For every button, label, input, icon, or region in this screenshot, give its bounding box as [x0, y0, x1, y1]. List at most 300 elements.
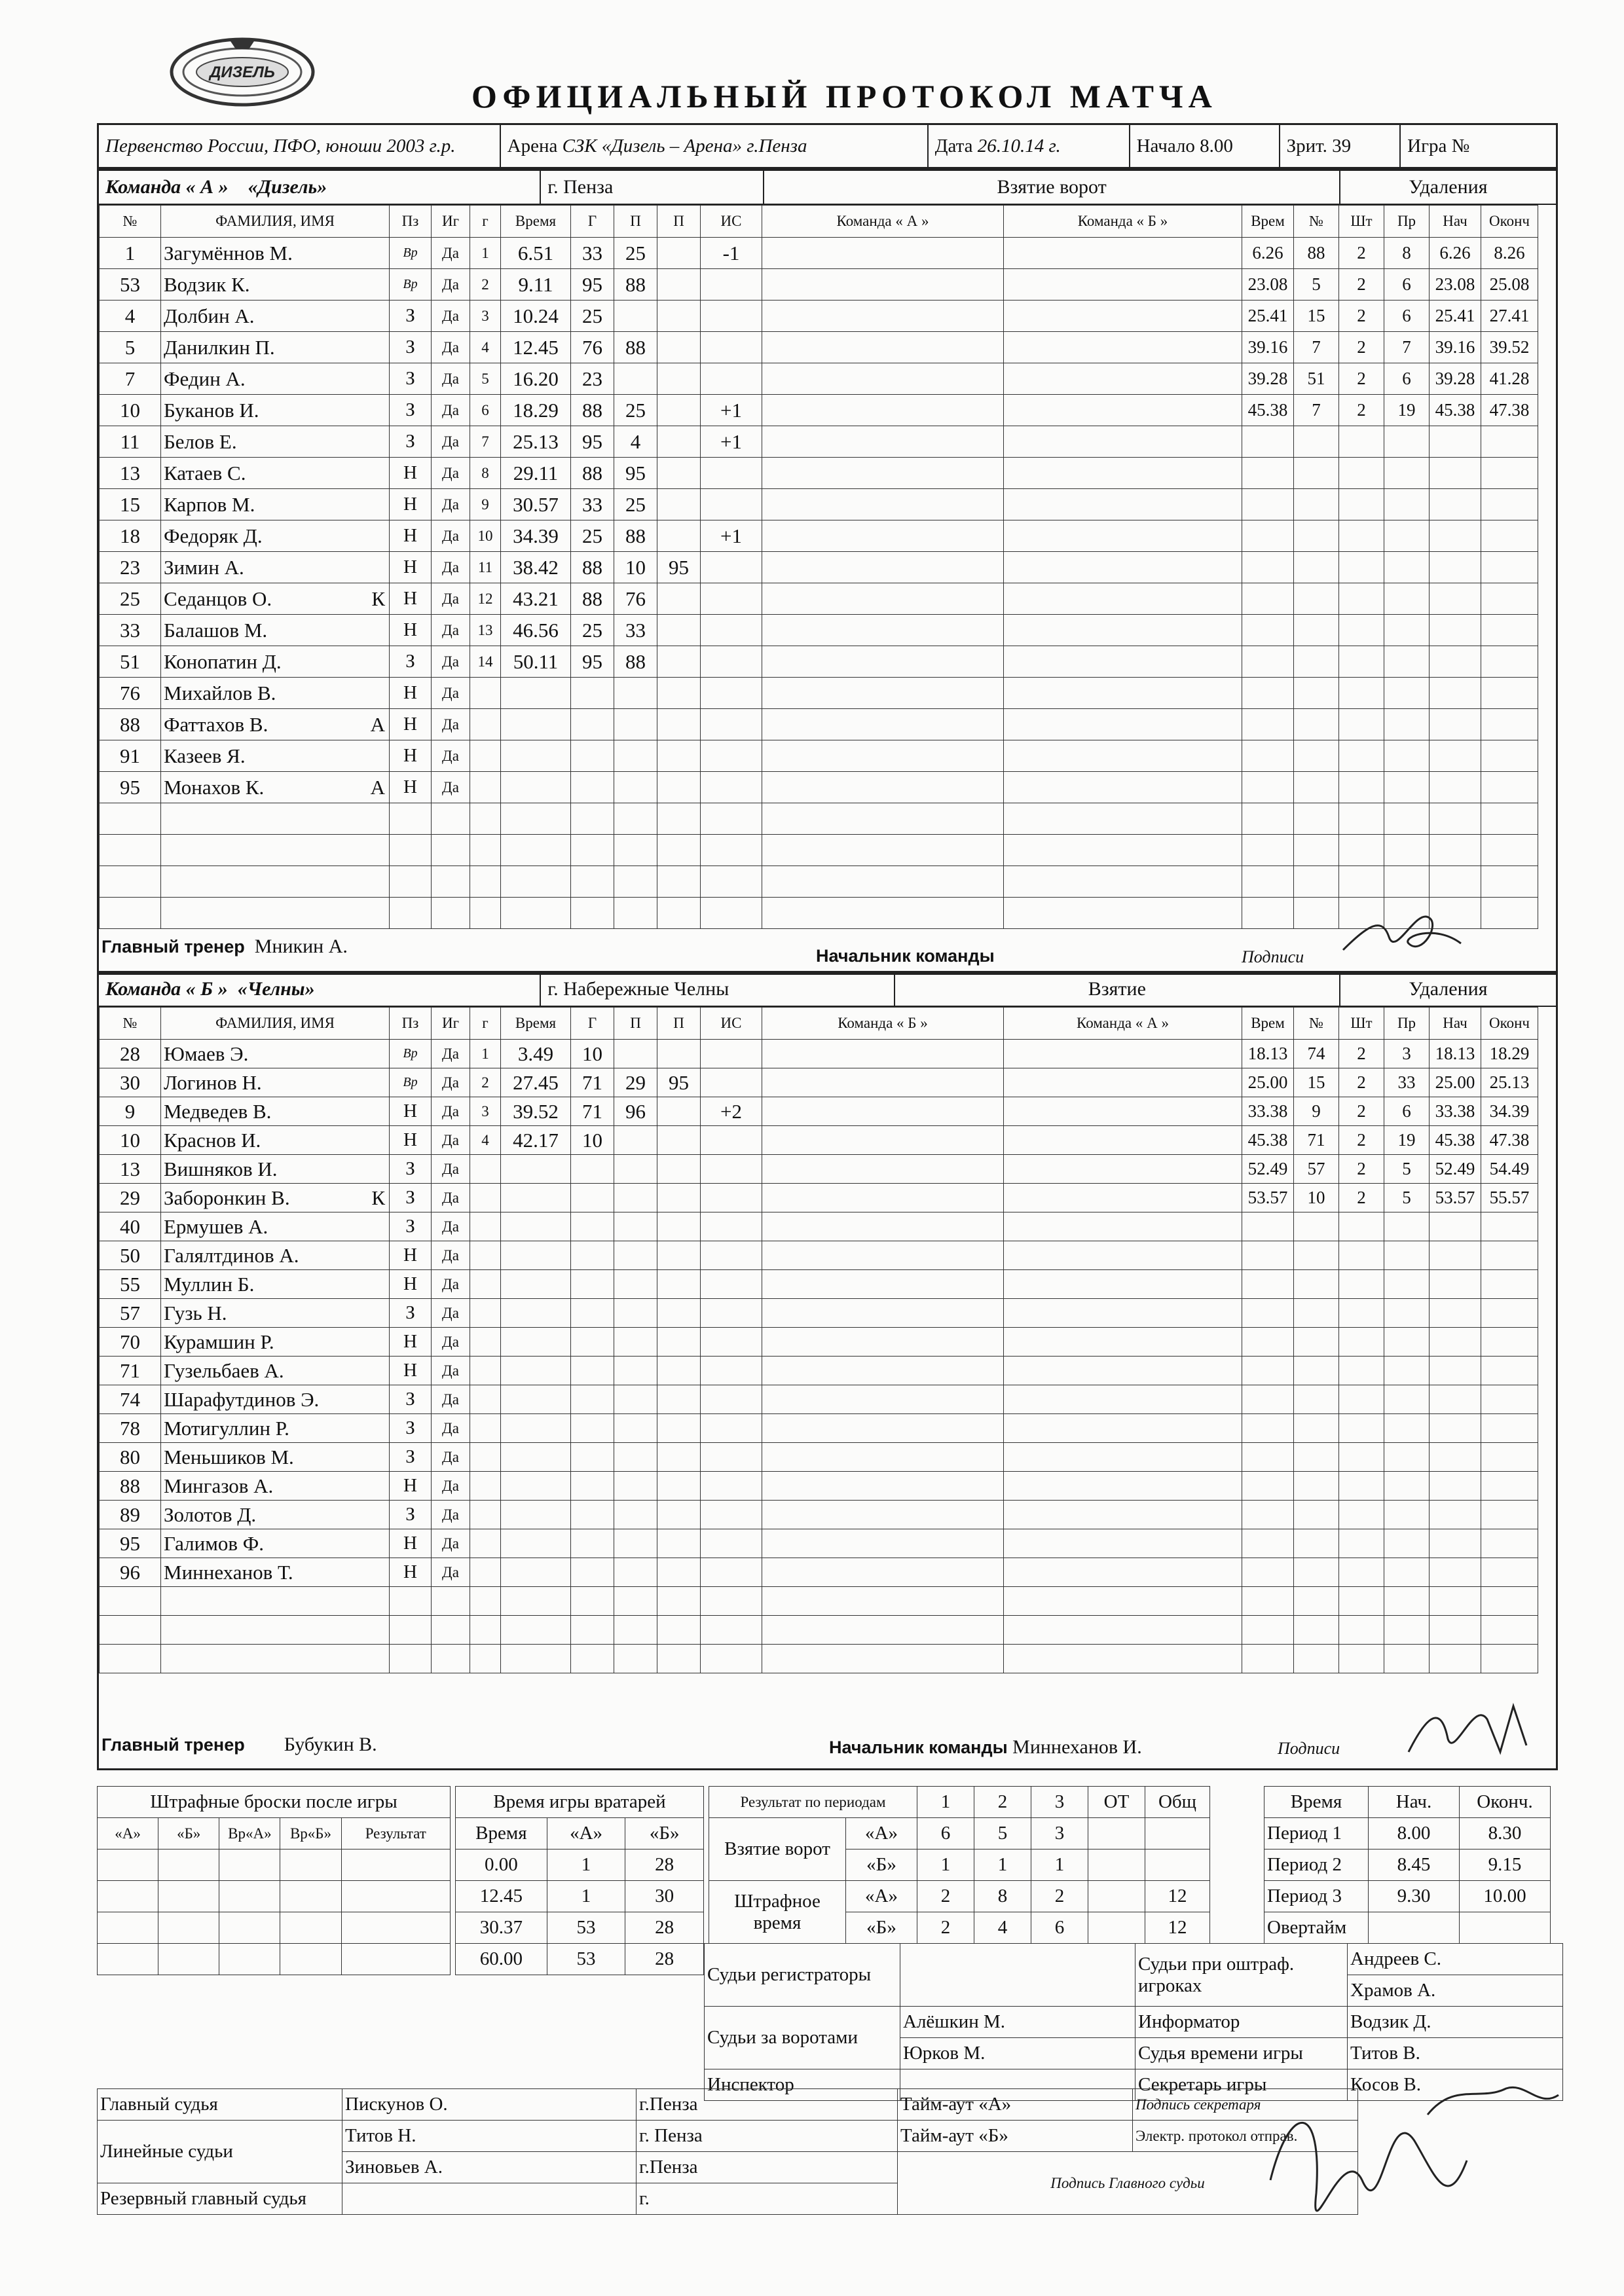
table-row: [100, 1645, 1538, 1673]
goal-time: 12.45: [501, 332, 571, 363]
player-name: Шарафутдинов Э.: [164, 1387, 320, 1411]
goal-g: 95: [571, 269, 614, 301]
penalty-start: 52.49: [1430, 1155, 1481, 1184]
penalty-code: 8: [1384, 238, 1430, 269]
penalty-num: 71: [1294, 1126, 1339, 1155]
player-name: Меньшиков М.: [164, 1445, 294, 1468]
column-header: Команда « Б »: [762, 1008, 1004, 1040]
penalty-num: 5: [1294, 269, 1339, 301]
played-flag: Да: [432, 1068, 470, 1097]
goal-n: 8: [470, 458, 501, 489]
goal-a2: [657, 458, 701, 489]
officials-table: Судьи регистраторы Судьи при оштраф. игроках Андреев С. Храмов А. Судьи за воротами Алёшкин М. Информатор Водзик Д. Юрков М. Судья времени игры Титов В. Инспектор Секретарь игры Косов В.: [704, 1943, 1563, 2101]
arena: СЗК «Дизель – Арена» г.Пенза: [562, 135, 807, 156]
goal-time: 16.20: [501, 363, 571, 395]
table-row: [100, 269, 1538, 301]
table-row: [100, 395, 1538, 426]
goal-g: 95: [571, 426, 614, 458]
played-flag: Да: [432, 740, 470, 772]
played-flag: Да: [432, 1529, 470, 1558]
table-row: [100, 1616, 1538, 1645]
played-flag: Да: [432, 1357, 470, 1385]
player-position: З: [390, 395, 432, 426]
penalty-time: 23.08: [1242, 269, 1294, 301]
goal-g: 33: [571, 489, 614, 520]
column-header: П: [657, 206, 701, 238]
penalty-start: 18.13: [1430, 1040, 1481, 1068]
player-name: Федоряк Д.: [164, 524, 263, 547]
column-header: Иг: [432, 1008, 470, 1040]
shootout-table: Штрафные броски после игры «А» «Б» Вр«А» Вр«Б» Результат: [97, 1786, 451, 1975]
penalty-time: 25.41: [1242, 301, 1294, 332]
goal-n: 2: [470, 269, 501, 301]
player-name: Монахов К.: [164, 775, 265, 799]
player-position: З: [390, 1299, 432, 1328]
goal-a1: 95: [614, 458, 657, 489]
played-flag: Да: [432, 1385, 470, 1414]
column-header: Врем: [1242, 1008, 1294, 1040]
penalty-code: 5: [1384, 1155, 1430, 1184]
goal-n: 4: [470, 1126, 501, 1155]
player-number: 13: [100, 1155, 161, 1184]
player-name: Седанцов О.: [164, 587, 272, 610]
goal-a2: [657, 583, 701, 615]
table-row: [100, 646, 1538, 678]
player-number: 29: [100, 1184, 161, 1212]
played-flag: Да: [432, 1212, 470, 1241]
goal-a2: [657, 1040, 701, 1068]
penalty-time: 52.49: [1242, 1155, 1294, 1184]
penalty-time: 33.38: [1242, 1097, 1294, 1126]
penalty-code: 33: [1384, 1068, 1430, 1097]
player-name: Галялтдинов А.: [164, 1243, 299, 1267]
player-position: Вр: [390, 1068, 432, 1097]
played-flag: Да: [432, 363, 470, 395]
team-b-coach: Бубукин В.: [284, 1734, 377, 1755]
player-position: Вр: [390, 1040, 432, 1068]
player-position: Н: [390, 1357, 432, 1385]
column-header: ИС: [701, 206, 762, 238]
goalie-time-table: Время игры вратарей Время «А» «Б» 0.00 1 28 12.45 1 30 30.37 53 28 60.00 53 28: [455, 1786, 704, 1975]
played-flag: Да: [432, 552, 470, 583]
player-number: 40: [100, 1212, 161, 1241]
player-name: Мингазов А.: [164, 1474, 274, 1497]
penalty-code: 7: [1384, 332, 1430, 363]
table-row: [100, 458, 1538, 489]
penalty-min: 2: [1339, 1155, 1384, 1184]
column-header: Команда « А »: [1004, 1008, 1242, 1040]
table-row: [100, 1357, 1538, 1385]
penalty-num: 15: [1294, 301, 1339, 332]
penalty-num: 9: [1294, 1097, 1339, 1126]
player-position: З: [390, 363, 432, 395]
played-flag: Да: [432, 1501, 470, 1529]
penalty-end: 41.28: [1481, 363, 1538, 395]
team-b-table: [99, 1007, 1538, 1673]
player-number: 91: [100, 740, 161, 772]
table-row: [100, 1270, 1538, 1299]
column-header: г: [470, 206, 501, 238]
player-number: 50: [100, 1241, 161, 1270]
table-row: [100, 1241, 1538, 1270]
goal-a1: 88: [614, 646, 657, 678]
team-a-table: [99, 205, 1538, 929]
table-row: [100, 1529, 1538, 1558]
table-row: [100, 1212, 1538, 1241]
penalty-code: 6: [1384, 269, 1430, 301]
played-flag: Да: [432, 1414, 470, 1443]
player-number: 15: [100, 489, 161, 520]
period-results-table: Результат по периодам 1 2 3 ОТ Общ Взятие ворот «А» 6 5 3 «Б» 1 1 1 Штрафное время «А» 2 8 2 12 «Б» 2 4 6 12: [709, 1786, 1210, 1944]
goal-g: 88: [571, 583, 614, 615]
played-flag: Да: [432, 520, 470, 552]
player-position: Н: [390, 772, 432, 803]
table-row: [100, 238, 1538, 269]
player-number: 10: [100, 1126, 161, 1155]
column-header: П: [614, 1008, 657, 1040]
player-name: Муллин Б.: [164, 1272, 255, 1296]
table-row: [100, 1068, 1538, 1097]
player-position: З: [390, 332, 432, 363]
column-header: Г: [571, 206, 614, 238]
goal-time: 9.11: [501, 269, 571, 301]
penalty-start: 39.16: [1430, 332, 1481, 363]
column-header: Врем: [1242, 206, 1294, 238]
penalty-min: 2: [1339, 332, 1384, 363]
player-name: Золотов Д.: [164, 1503, 257, 1526]
goal-g: 88: [571, 458, 614, 489]
player-number: 89: [100, 1501, 161, 1529]
player-position: З: [390, 426, 432, 458]
table-row: [100, 898, 1538, 929]
played-flag: Да: [432, 269, 470, 301]
player-number: 18: [100, 520, 161, 552]
column-header: Шт: [1339, 1008, 1384, 1040]
player-position: Н: [390, 489, 432, 520]
goal-n: 3: [470, 1097, 501, 1126]
column-header: Пр: [1384, 1008, 1430, 1040]
player-name: Зимин А.: [164, 555, 244, 579]
penalty-start: 45.38: [1430, 1126, 1481, 1155]
goal-time: 27.45: [501, 1068, 571, 1097]
goal-a1: [614, 363, 657, 395]
goal-n: 2: [470, 1068, 501, 1097]
team-a-name: «Дизель»: [248, 176, 327, 198]
captain-mark: К: [371, 1186, 385, 1209]
penalty-num: 88: [1294, 238, 1339, 269]
goal-is: [701, 646, 762, 678]
player-number: 1: [100, 238, 161, 269]
player-name: Балашов М.: [164, 618, 268, 642]
penalty-start: 23.08: [1430, 269, 1481, 301]
goal-n: 3: [470, 301, 501, 332]
column-header: Шт: [1339, 206, 1384, 238]
goal-a2: [657, 301, 701, 332]
played-flag: Да: [432, 1126, 470, 1155]
goal-a1: 4: [614, 426, 657, 458]
signature-icon: [1330, 898, 1467, 970]
player-number: 71: [100, 1357, 161, 1385]
penalty-time: 6.26: [1242, 238, 1294, 269]
penalty-num: 15: [1294, 1068, 1339, 1097]
goal-a1: 88: [614, 269, 657, 301]
column-header: №: [100, 1008, 161, 1040]
penalty-code: 3: [1384, 1040, 1430, 1068]
played-flag: Да: [432, 772, 470, 803]
goal-is: [701, 458, 762, 489]
table-row: [100, 615, 1538, 646]
table-row: [100, 1472, 1538, 1501]
team-b-city: г. Набережные Челны: [541, 973, 895, 1006]
penalty-start: 39.28: [1430, 363, 1481, 395]
goal-a2: [657, 426, 701, 458]
captain-mark: А: [370, 775, 385, 799]
played-flag: Да: [432, 1270, 470, 1299]
column-header: П: [614, 206, 657, 238]
player-name: Федин А.: [164, 367, 246, 390]
column-header: Команда « А »: [762, 206, 1004, 238]
player-number: 88: [100, 1472, 161, 1501]
column-header: Время: [501, 1008, 571, 1040]
goal-a2: [657, 395, 701, 426]
played-flag: Да: [432, 1040, 470, 1068]
goal-a1: 29: [614, 1068, 657, 1097]
column-header: №: [100, 206, 161, 238]
penalty-num: 51: [1294, 363, 1339, 395]
penalty-start: 45.38: [1430, 395, 1481, 426]
player-name: Фаттахов В.: [164, 712, 268, 736]
played-flag: Да: [432, 646, 470, 678]
goal-a2: 95: [657, 1068, 701, 1097]
goal-a2: [657, 520, 701, 552]
goal-time: 42.17: [501, 1126, 571, 1155]
goal-a1: 33: [614, 615, 657, 646]
table-row: [100, 1414, 1538, 1443]
goal-a2: [657, 615, 701, 646]
player-position: З: [390, 1212, 432, 1241]
player-number: 76: [100, 678, 161, 709]
penalty-time: 18.13: [1242, 1040, 1294, 1068]
penalty-start: 53.57: [1430, 1184, 1481, 1212]
goal-a2: [657, 489, 701, 520]
player-position: Н: [390, 1558, 432, 1587]
played-flag: Да: [432, 678, 470, 709]
player-number: 13: [100, 458, 161, 489]
column-header: Оконч: [1481, 206, 1538, 238]
column-header: Нач: [1430, 206, 1481, 238]
table-row: [100, 709, 1538, 740]
penalty-end: 8.26: [1481, 238, 1538, 269]
player-name: Курамшин Р.: [164, 1330, 274, 1353]
player-position: Н: [390, 1472, 432, 1501]
goal-a1: 76: [614, 583, 657, 615]
player-name: Галимов Ф.: [164, 1531, 264, 1555]
column-header: Иг: [432, 206, 470, 238]
player-position: Н: [390, 678, 432, 709]
penalty-end: 47.38: [1481, 1126, 1538, 1155]
match-date: 26.10.14 г.: [977, 135, 1061, 156]
player-name: Данилкин П.: [164, 335, 275, 359]
penalty-end: 27.41: [1481, 301, 1538, 332]
goal-g: 10: [571, 1040, 614, 1068]
goal-time: 50.11: [501, 646, 571, 678]
player-number: 95: [100, 1529, 161, 1558]
penalty-end: 55.57: [1481, 1184, 1538, 1212]
table-row: [100, 426, 1538, 458]
player-position: Н: [390, 458, 432, 489]
goal-n: 12: [470, 583, 501, 615]
played-flag: Да: [432, 583, 470, 615]
played-flag: Да: [432, 709, 470, 740]
table-row: [100, 520, 1538, 552]
player-position: З: [390, 301, 432, 332]
goal-is: +1: [701, 395, 762, 426]
table-row: [100, 803, 1538, 835]
player-position: Н: [390, 1097, 432, 1126]
player-number: 28: [100, 1040, 161, 1068]
penalty-min: 2: [1339, 301, 1384, 332]
goal-a2: [657, 1126, 701, 1155]
penalty-num: 10: [1294, 1184, 1339, 1212]
player-number: 7: [100, 363, 161, 395]
table-row: [100, 1587, 1538, 1616]
goal-a1: [614, 301, 657, 332]
player-position: Вр: [390, 269, 432, 301]
penalty-code: 19: [1384, 1126, 1430, 1155]
team-b-manager: Миннеханов И.: [1012, 1736, 1142, 1758]
goal-n: 6: [470, 395, 501, 426]
player-number: 70: [100, 1328, 161, 1357]
table-row: [100, 866, 1538, 898]
penalty-time: 45.38: [1242, 395, 1294, 426]
player-name: Гузь Н.: [164, 1301, 227, 1324]
goal-g: 71: [571, 1097, 614, 1126]
period-times-table: Время Нач. Оконч. Период 1 8.00 8.30 Период 2 8.45 9.15 Период 3 9.30 10.00 Овертайм: [1264, 1786, 1551, 1944]
player-number: 55: [100, 1270, 161, 1299]
player-number: 23: [100, 552, 161, 583]
player-number: 96: [100, 1558, 161, 1587]
table-row: [100, 363, 1538, 395]
goal-a2: 95: [657, 552, 701, 583]
goal-is: [701, 1068, 762, 1097]
table-row: [100, 1155, 1538, 1184]
penalty-min: 2: [1339, 395, 1384, 426]
player-number: 5: [100, 332, 161, 363]
signature-icon: [1402, 1693, 1546, 1765]
player-position: Н: [390, 1270, 432, 1299]
penalty-num: 57: [1294, 1155, 1339, 1184]
captain-mark: К: [371, 587, 385, 610]
goal-g: 25: [571, 520, 614, 552]
penalty-num: 7: [1294, 332, 1339, 363]
penalty-end: 25.08: [1481, 269, 1538, 301]
column-header: Пз: [390, 1008, 432, 1040]
captain-mark: А: [370, 712, 385, 736]
played-flag: Да: [432, 489, 470, 520]
goal-g: 10: [571, 1126, 614, 1155]
penalty-min: 2: [1339, 1126, 1384, 1155]
goal-a1: 25: [614, 395, 657, 426]
player-position: Вр: [390, 238, 432, 269]
played-flag: Да: [432, 1299, 470, 1328]
table-row: [100, 332, 1538, 363]
table-row: [100, 1097, 1538, 1126]
goal-time: 29.11: [501, 458, 571, 489]
penalty-time: 39.16: [1242, 332, 1294, 363]
player-number: 78: [100, 1414, 161, 1443]
goal-is: [701, 489, 762, 520]
table-row: [100, 583, 1538, 615]
penalty-end: 25.13: [1481, 1068, 1538, 1097]
spectators: 39: [1332, 135, 1352, 156]
goal-a1: 88: [614, 332, 657, 363]
player-position: Н: [390, 740, 432, 772]
table-row: [100, 1126, 1538, 1155]
goal-n: 1: [470, 1040, 501, 1068]
player-number: 95: [100, 772, 161, 803]
player-number: 80: [100, 1443, 161, 1472]
goal-time: 34.39: [501, 520, 571, 552]
column-header: Пр: [1384, 206, 1430, 238]
goal-n: 4: [470, 332, 501, 363]
penalty-code: 6: [1384, 1097, 1430, 1126]
column-header: Нач: [1430, 1008, 1481, 1040]
goal-a2: [657, 363, 701, 395]
goal-a2: [657, 646, 701, 678]
player-name: Конопатин Д.: [164, 649, 282, 673]
table-row: [100, 301, 1538, 332]
column-header: П: [657, 1008, 701, 1040]
played-flag: Да: [432, 1558, 470, 1587]
player-position: Н: [390, 1328, 432, 1357]
goal-n: 5: [470, 363, 501, 395]
table-row: [100, 1328, 1538, 1357]
goal-is: [701, 301, 762, 332]
table-row: [100, 1501, 1538, 1529]
penalty-min: 2: [1339, 238, 1384, 269]
player-number: 11: [100, 426, 161, 458]
player-name: Ермушев А.: [164, 1214, 268, 1238]
player-number: 9: [100, 1097, 161, 1126]
column-header: Пз: [390, 206, 432, 238]
player-name: Вишняков И.: [164, 1157, 278, 1180]
goal-is: [701, 269, 762, 301]
penalty-start: 6.26: [1430, 238, 1481, 269]
team-b-name: «Челны»: [237, 978, 315, 1000]
goal-n: 1: [470, 238, 501, 269]
penalty-min: 2: [1339, 269, 1384, 301]
team-a-coach: Мникин А.: [254, 936, 348, 957]
player-position: Н: [390, 552, 432, 583]
player-name: Логинов Н.: [164, 1070, 262, 1094]
goal-is: [701, 1126, 762, 1155]
game-number: Игра №: [1407, 135, 1470, 156]
player-number: 53: [100, 269, 161, 301]
penalty-end: 39.52: [1481, 332, 1538, 363]
goal-g: 25: [571, 301, 614, 332]
penalty-end: 47.38: [1481, 395, 1538, 426]
goal-is: [701, 1040, 762, 1068]
goal-a1: [614, 1040, 657, 1068]
player-position: З: [390, 1385, 432, 1414]
page-title: ОФИЦИАЛЬНЫЙ ПРОТОКОЛ МАТЧА: [471, 78, 1217, 115]
player-position: З: [390, 1155, 432, 1184]
goal-time: 39.52: [501, 1097, 571, 1126]
goal-a2: [657, 332, 701, 363]
played-flag: Да: [432, 1184, 470, 1212]
goal-n: 13: [470, 615, 501, 646]
goal-is: +1: [701, 426, 762, 458]
